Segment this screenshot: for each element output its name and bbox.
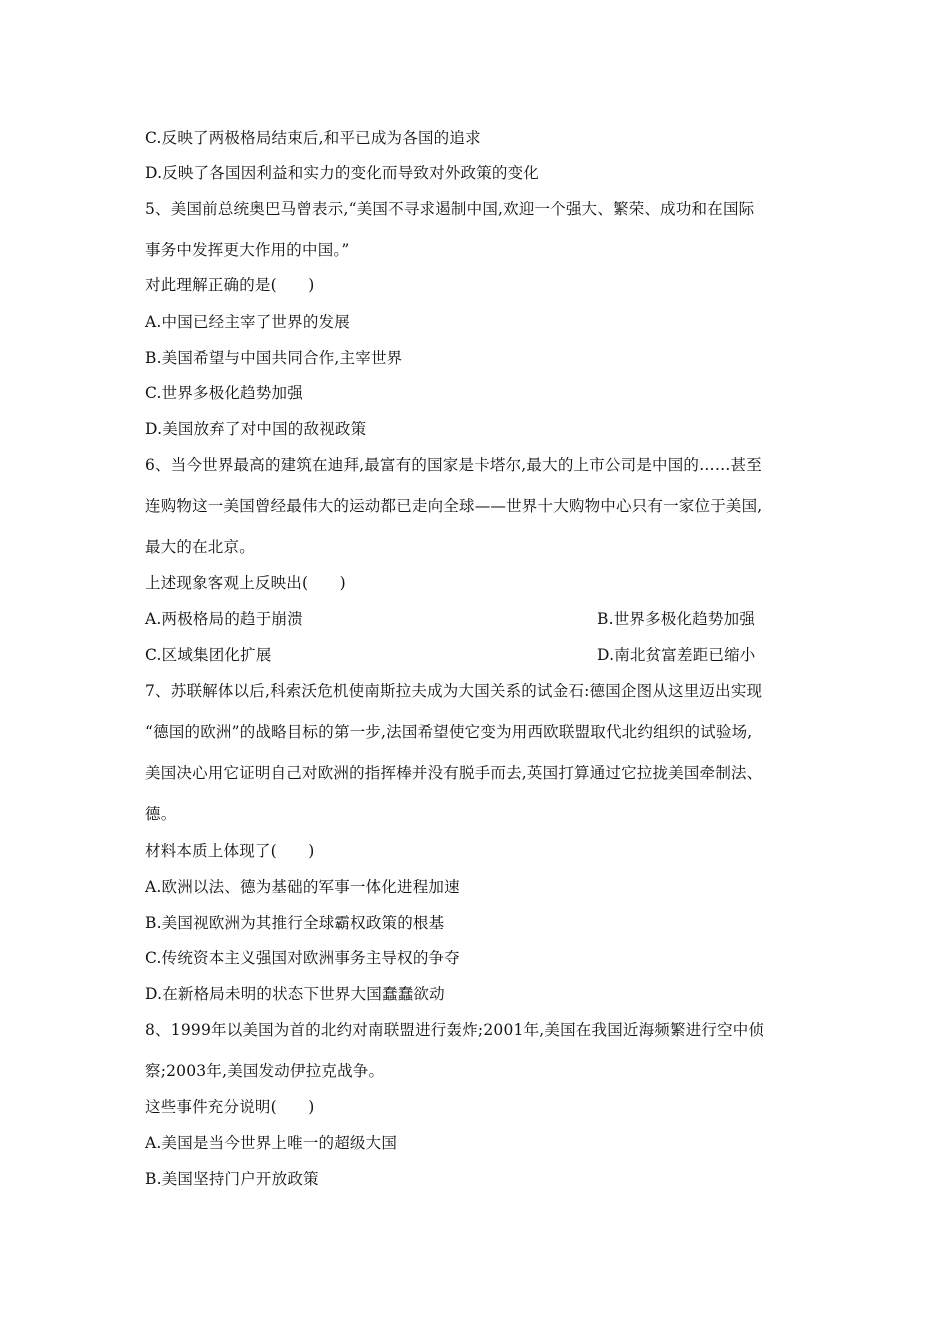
question-5-option-a: A.中国已经主宰了世界的发展 (145, 313, 350, 331)
question-8-stem-line-1: 8、1999年以美国为首的北约对南联盟进行轰炸;2001年,美国在我国近海频繁进行空中侦 (145, 1021, 765, 1039)
question-6-prompt: 上述现象客观上反映出( ) (145, 574, 346, 592)
question-7-prompt: 材料本质上体现了( ) (145, 842, 315, 860)
question-6-option-d: D.南北贫富差距已缩小 (597, 646, 756, 664)
question-7-option-a: A.欧洲以法、德为基础的军事一体化进程加速 (145, 878, 460, 896)
question-5-option-d: D.美国放弃了对中国的敌视政策 (145, 420, 367, 438)
question-6-option-c: C.区域集团化扩展 (145, 646, 272, 664)
question-5-option-c: C.世界多极化趋势加强 (145, 384, 303, 402)
question-7-stem-line-1: 7、苏联解体以后,科索沃危机使南斯拉夫成为大国关系的试金石:德国企图从这里迈出实现 (145, 682, 763, 700)
question-7-stem-line-3: 美国决心用它证明自己对欧洲的指挥棒并没有脱手而去,英国打算通过它拉拢美国牵制法、 (145, 764, 763, 782)
question-6-option-b: B.世界多极化趋势加强 (597, 610, 756, 628)
question-7-stem-line-4: 德。 (145, 805, 177, 823)
question-6-stem-line-3: 最大的在北京。 (145, 538, 255, 556)
question-6-stem-line-2: 连购物这一美国曾经最伟大的运动都已走向全球——世界十大购物中心只有一家位于美国, (145, 497, 763, 515)
question-5-prompt: 对此理解正确的是( ) (145, 276, 315, 294)
question-7-option-c: C.传统资本主义强国对欧洲事务主导权的争夺 (145, 949, 460, 967)
question-7-option-d: D.在新格局未明的状态下世界大国蠢蠢欲动 (145, 985, 445, 1003)
question-7-option-b: B.美国视欧洲为其推行全球霸权政策的根基 (145, 914, 445, 932)
option-c-prev-question: C.反映了两极格局结束后,和平已成为各国的追求 (145, 129, 481, 147)
question-8-prompt: 这些事件充分说明( ) (145, 1098, 315, 1116)
question-6-option-a: A.两极格局的趋于崩溃 (145, 610, 303, 628)
question-8-stem-line-2: 察;2003年,美国发动伊拉克战争。 (145, 1062, 385, 1080)
question-5-stem-line-1: 5、美国前总统奥巴马曾表示,“美国不寻求遏制中国,欢迎一个强大、繁荣、成功和在国际 (145, 200, 755, 218)
question-7-stem-line-2: “德国的欧洲”的战略目标的第一步,法国希望使它变为用西欧联盟取代北约组织的试验场, (145, 723, 753, 741)
question-6-stem-line-1: 6、当今世界最高的建筑在迪拜,最富有的国家是卡塔尔,最大的上市公司是中国的……甚至 (145, 456, 762, 474)
question-5-stem-line-2: 事务中发挥更大作用的中国。” (145, 241, 350, 259)
option-d-prev-question: D.反映了各国因利益和实力的变化而导致对外政策的变化 (145, 164, 540, 182)
question-8-option-b: B.美国坚持门户开放政策 (145, 1170, 319, 1188)
question-5-option-b: B.美国希望与中国共同合作,主宰世界 (145, 349, 403, 367)
question-8-option-a: A.美国是当今世界上唯一的超级大国 (145, 1134, 398, 1152)
